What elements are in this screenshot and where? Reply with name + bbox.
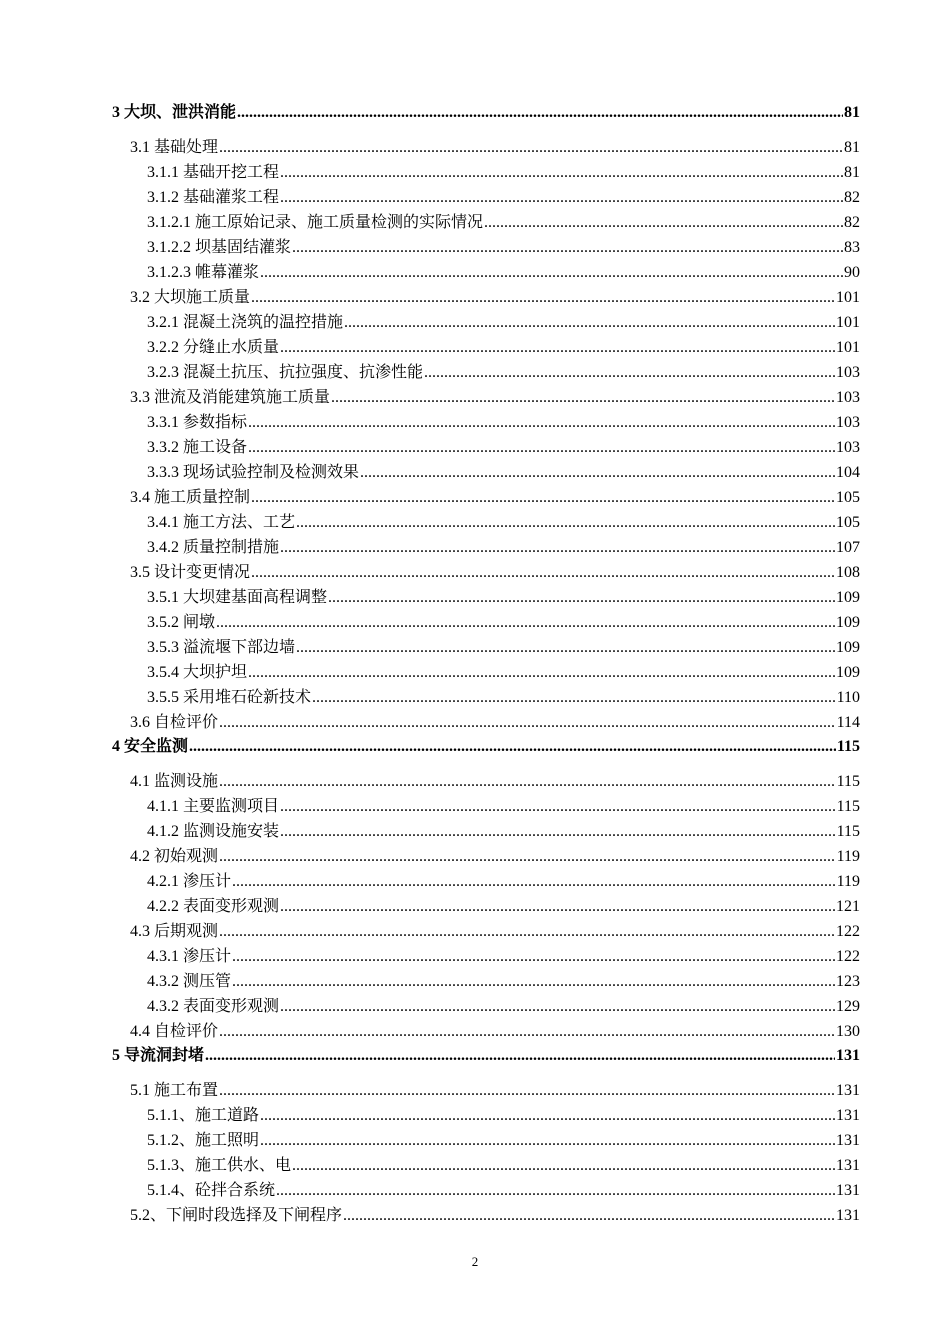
toc-leader-dots [280,894,835,919]
toc-entry-title: 3 大坝、泄洪消能 [112,104,237,121]
toc-entry-page: 131 [836,1107,860,1124]
toc-leader-dots [232,969,835,994]
toc-entry-page: 103 [836,389,860,406]
toc-entry[interactable] [112,994,860,1019]
toc-entry[interactable] [112,1178,860,1203]
toc-leader-dots [280,794,836,819]
toc-entry-page: 109 [836,639,860,656]
table-of-contents [112,101,860,1228]
toc-leader-dots [292,235,843,260]
toc-leader-dots [248,435,835,460]
toc-entry-page: 131 [836,1047,860,1064]
toc-leader-dots [280,994,835,1019]
toc-entry-title: 3.2.3 混凝土抗压、抗拉强度、抗渗性能 [147,364,424,381]
toc-entry-page: 103 [836,439,860,456]
toc-leader-dots [296,510,835,535]
toc-entry-title: 4.1 监测设施 [130,773,219,790]
toc-entry-page: 115 [836,773,860,790]
toc-entry-page: 115 [836,823,860,840]
toc-entry-title: 3.1.2 基础灌浆工程 [147,189,280,206]
toc-entry[interactable] [112,869,860,894]
toc-leader-dots [280,335,835,360]
toc-entry-title: 3.3 泄流及消能建筑施工质量 [130,389,331,406]
toc-entry-page: 108 [836,564,860,581]
toc-leader-dots [260,1103,835,1128]
toc-leader-dots [237,101,843,125]
toc-entry[interactable] [112,510,860,535]
toc-entry-title: 4.3 后期观测 [130,923,219,940]
toc-entry-page: 103 [836,364,860,381]
toc-leader-dots [296,635,835,660]
toc-entry-title: 3.2.2 分缝止水质量 [147,339,280,356]
toc-leader-dots [280,160,843,185]
toc-leader-dots [219,919,835,944]
toc-entry-title: 3.5.4 大坝护坦 [147,664,248,681]
toc-entry-page: 130 [836,1023,860,1040]
toc-leader-dots [232,869,836,894]
toc-leader-dots [248,410,835,435]
toc-entry[interactable] [112,1044,860,1078]
toc-entry[interactable] [112,210,860,235]
toc-entry-page: 131 [836,1157,860,1174]
toc-entry[interactable] [112,310,860,335]
toc-entry-title: 4.4 自检评价 [130,1023,219,1040]
toc-entry-title: 3.4 施工质量控制 [130,489,251,506]
toc-entry[interactable] [112,360,860,385]
toc-entry[interactable] [112,844,860,869]
toc-entry-page: 131 [836,1132,860,1149]
toc-leader-dots [260,260,843,285]
toc-entry-page: 105 [836,514,860,531]
toc-leader-dots [280,819,836,844]
toc-leader-dots [312,685,836,710]
toc-leader-dots [216,610,835,635]
toc-leader-dots [251,485,835,510]
toc-entry[interactable] [112,410,860,435]
toc-entry-page: 122 [836,923,860,940]
toc-entry-title: 4.2.2 表面变形观测 [147,898,280,915]
toc-entry-title: 5.1 施工布置 [130,1082,219,1099]
toc-leader-dots [484,210,843,235]
toc-entry[interactable] [112,769,860,794]
toc-entry-title: 3.6 自检评价 [130,714,219,731]
toc-entry-page: 101 [836,289,860,306]
toc-entry-title: 5.1.3、施工供水、电 [147,1157,292,1174]
toc-entry-page: 122 [836,948,860,965]
toc-entry-title: 4.3.2 测压管 [147,973,232,990]
toc-entry-page: 103 [836,414,860,431]
toc-leader-dots [260,1128,835,1153]
toc-entry-page: 83 [844,239,860,256]
toc-entry[interactable] [112,710,860,735]
toc-entry-title: 3.3.2 施工设备 [147,439,248,456]
toc-entry-page: 107 [836,539,860,556]
toc-entry[interactable] [112,285,860,310]
toc-entry[interactable] [112,585,860,610]
toc-entry-page: 123 [836,973,860,990]
toc-entry-page: 115 [836,738,860,755]
toc-entry-title: 5 导流洞封堵 [112,1047,205,1064]
toc-entry[interactable] [112,1103,860,1128]
toc-entry-page: 104 [836,464,860,481]
toc-entry-title: 3.1.2.1 施工原始记录、施工质量检测的实际情况 [147,214,484,231]
toc-entry-page: 101 [836,339,860,356]
toc-leader-dots [219,769,836,794]
toc-leader-dots [219,844,836,869]
toc-leader-dots [219,1019,835,1044]
toc-entry[interactable] [112,735,860,769]
toc-entry[interactable] [112,101,860,135]
toc-leader-dots [344,310,835,335]
toc-entry-page: 114 [836,714,860,731]
toc-entry-page: 81 [844,104,860,121]
toc-entry-page: 131 [836,1207,860,1224]
toc-entry[interactable] [112,685,860,710]
toc-entry-page: 115 [836,798,860,815]
toc-entry[interactable] [112,535,860,560]
toc-entry-title: 5.2、下闸时段选择及下闸程序 [130,1207,343,1224]
toc-entry-page: 109 [836,614,860,631]
toc-entry-title: 4.1.2 监测设施安装 [147,823,280,840]
toc-entry-title: 3.4.2 质量控制措施 [147,539,280,556]
toc-entry-page: 109 [836,589,860,606]
toc-entry[interactable] [112,385,860,410]
toc-entry[interactable] [112,1019,860,1044]
toc-entry-title: 5.1.4、砼拌合系统 [147,1182,276,1199]
toc-entry-title: 3.5 设计变更情况 [130,564,251,581]
toc-entry-page: 109 [836,664,860,681]
toc-entry[interactable] [112,660,860,685]
toc-entry[interactable] [112,260,860,285]
toc-entry-page: 131 [836,1082,860,1099]
toc-entry-page: 101 [836,314,860,331]
toc-leader-dots [343,1203,835,1228]
toc-entry-title: 3.2 大坝施工质量 [130,289,251,306]
toc-entry[interactable] [112,944,860,969]
toc-entry-title: 4.3.1 渗压计 [147,948,232,965]
toc-entry-title: 3.3.1 参数指标 [147,414,248,431]
toc-entry-page: 90 [844,264,860,281]
toc-leader-dots [219,135,843,160]
toc-leader-dots [328,585,835,610]
toc-leader-dots [280,185,843,210]
toc-leader-dots [251,560,835,585]
toc-entry-page: 129 [836,998,860,1015]
toc-entry-title: 3.1.2.3 帷幕灌浆 [147,264,260,281]
toc-entry-title: 5.1.1、施工道路 [147,1107,260,1124]
toc-leader-dots [219,1078,835,1103]
toc-entry-page: 81 [844,164,860,181]
toc-entry-title: 3.2.1 混凝土浇筑的温控措施 [147,314,344,331]
toc-entry[interactable] [112,635,860,660]
toc-leader-dots [276,1178,835,1203]
toc-entry-title: 5.1.2、施工照明 [147,1132,260,1149]
toc-entry-page: 82 [844,214,860,231]
toc-entry[interactable] [112,819,860,844]
toc-entry[interactable] [112,160,860,185]
toc-entry-title: 3.5.1 大坝建基面高程调整 [147,589,328,606]
toc-entry-title: 3.5.5 采用堆石砼新技术 [147,689,312,706]
toc-entry[interactable] [112,460,860,485]
toc-entry[interactable] [112,485,860,510]
toc-entry-page: 119 [836,873,860,890]
toc-entry[interactable] [112,1078,860,1103]
toc-leader-dots [360,460,835,485]
toc-entry[interactable] [112,1128,860,1153]
toc-entry[interactable] [112,185,860,210]
toc-entry-title: 3.1 基础处理 [130,139,219,156]
toc-entry-title: 3.1.1 基础开挖工程 [147,164,280,181]
toc-entry[interactable] [112,894,860,919]
toc-entry-title: 3.1.2.2 坝基固结灌浆 [147,239,292,256]
toc-leader-dots [189,735,836,759]
toc-entry[interactable] [112,1153,860,1178]
toc-entry[interactable] [112,135,860,160]
toc-entry-title: 3.4.1 施工方法、工艺 [147,514,296,531]
toc-entry-title: 4.3.2 表面变形观测 [147,998,280,1015]
toc-entry[interactable] [112,435,860,460]
toc-leader-dots [248,660,835,685]
toc-entry[interactable] [112,919,860,944]
toc-entry-page: 119 [836,848,860,865]
toc-entry-title: 4.2 初始观测 [130,848,219,865]
toc-leader-dots [280,535,835,560]
toc-entry-page: 131 [836,1182,860,1199]
toc-entry[interactable] [112,794,860,819]
toc-entry[interactable] [112,1203,860,1228]
toc-entry[interactable] [112,610,860,635]
toc-entry[interactable] [112,335,860,360]
toc-entry-title: 3.3.3 现场试验控制及检测效果 [147,464,360,481]
toc-leader-dots [205,1044,835,1068]
toc-entry-title: 3.5.2 闸墩 [147,614,216,631]
toc-leader-dots [292,1153,835,1178]
toc-leader-dots [331,385,835,410]
toc-entry-title: 4.2.1 渗压计 [147,873,232,890]
toc-entry-title: 3.5.3 溢流堰下部边墙 [147,639,296,656]
toc-leader-dots [232,944,835,969]
toc-entry-page: 82 [844,189,860,206]
toc-entry[interactable] [112,235,860,260]
toc-leader-dots [424,360,835,385]
page-number: 2 [471,1254,479,1269]
toc-entry-page: 81 [844,139,860,156]
toc-entry[interactable] [112,560,860,585]
toc-entry-page: 105 [836,489,860,506]
toc-leader-dots [219,710,836,735]
toc-entry-title: 4 安全监测 [112,738,189,755]
toc-entry-page: 110 [836,689,860,706]
toc-entry[interactable] [112,969,860,994]
toc-leader-dots [251,285,835,310]
toc-entry-title: 4.1.1 主要监测项目 [147,798,280,815]
toc-entry-page: 121 [836,898,860,915]
